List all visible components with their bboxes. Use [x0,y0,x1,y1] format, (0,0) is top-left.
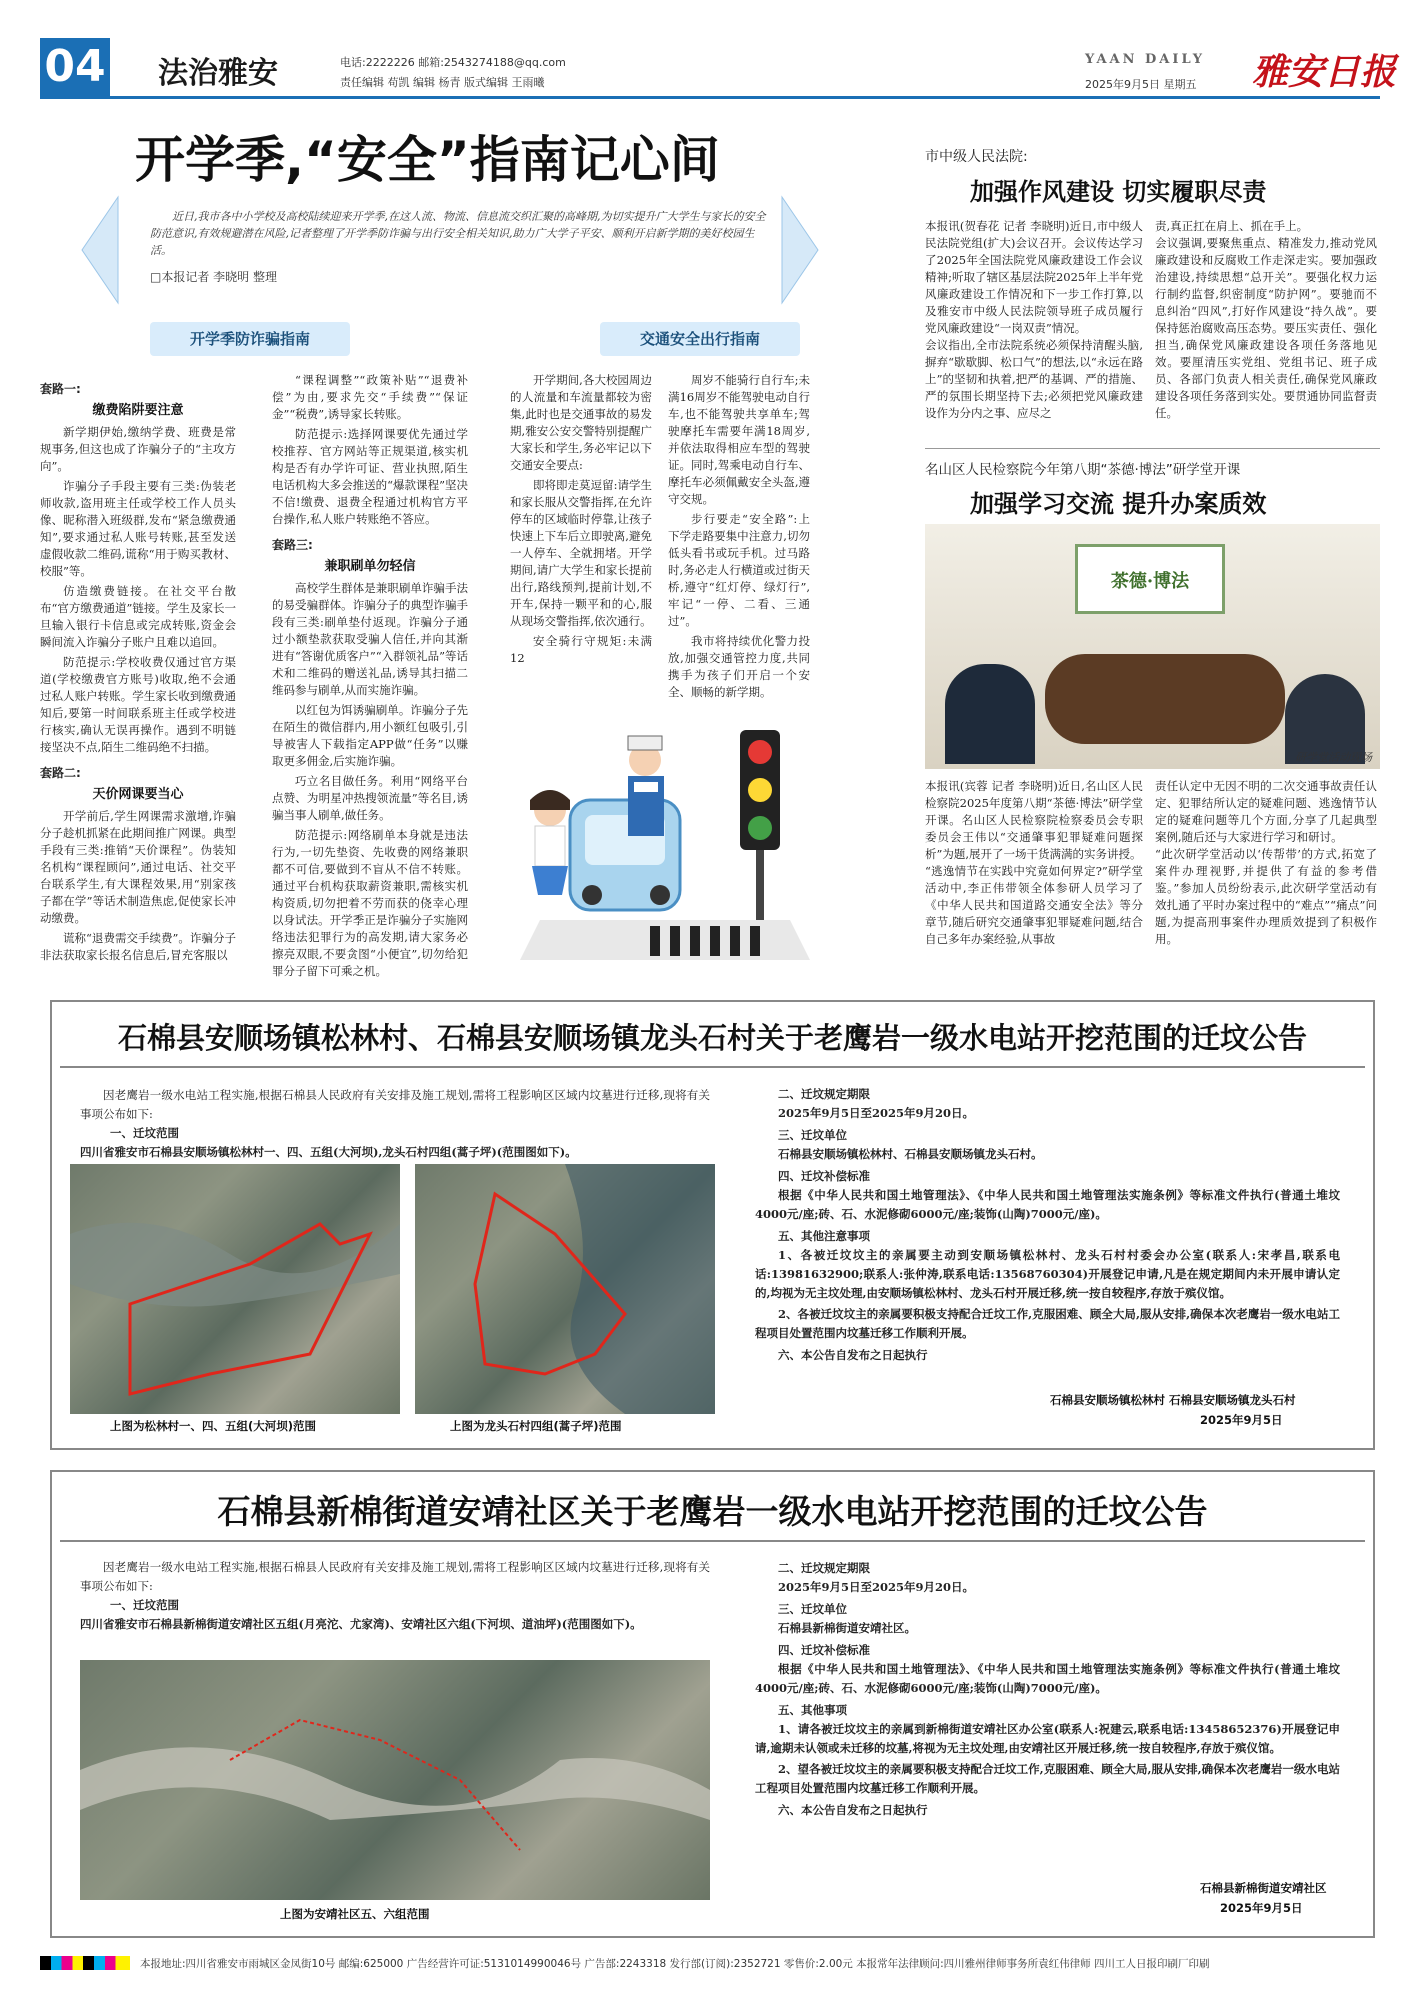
notice-1-title: 石棉县安顺场镇松林村、石棉县安顺场镇龙头石村关于老鹰岩一级水电站开挖范围的迁坟公告 [117,1021,1307,1055]
paragraph: 根据《中华人民共和国土地管理法》、《中华人民共和国土地管理法实施条例》等标准文件执行(普通土堆坟4000元/座;砖、石、水泥修砌6000元/座;装饰(山陶)7000元/座)。 [755,1662,1340,1695]
paragraph: 安全骑行守规矩:未满12 [510,634,652,665]
main-column-1 [40,372,236,967]
subhead-label: 四、迁坟补偿标准 [778,1643,870,1657]
page-number: 04 [40,38,110,96]
map-songlin [70,1164,400,1414]
map-anjing [80,1660,710,1900]
subhead-label: 二、迁坟规定期限 [778,1087,870,1101]
paragraph: 1、请各被迁坟坟主的亲属到新棉街道安靖社区办公室(联系人:祝建云,联系电话:13458652376)开展登记申请,逾期未认领或未迁移的坟墓,将视为无主坟处理,由安靖社区开展迁移,统一按自较程序,存放于殡仪馆。 [755,1722,1340,1755]
map-longtoushi [415,1164,715,1414]
subhead-label: 三、迁坟单位 [778,1602,847,1616]
notice-2-details [755,1558,1340,1820]
subhead-label: 套路二: [40,766,81,780]
procuratorate-headline: 加强学习交流 提升办案质效 [970,490,1267,518]
paragraph: 诈骗分子手段主要有三类:伪装老师收款,盗用班主任或学校工作人员头像、昵称潜入班级群,发布“紧急缴费通知”,要求通过私人账号转账,甚至发送虚假收款二维码,谎称“用于购买教材、校服”等。 [40,479,236,578]
paragraph: 巧立名目做任务。利用“网络平台点赞、为明星冲热搜领流量”等名目,诱骗当事人刷单,做任务。 [272,774,468,822]
photo-caption: 研学堂活动现场 [1295,751,1372,764]
meeting-table [1045,654,1285,744]
procuratorate-column-1: 本报讯(宾蓉 记者 李晓明)近日,名山区人民检察院2025年度第八期“茶德·博法”研学堂开课。名山区人民检察院检察委员会专职委员会王伟以“交通肇事犯罪疑难问题探析”为题,展开了一场干货满满的实务讲授。 “逃逸情节在实践中究竟如何界定?”研学堂活动中,李正伟带领全体参研人员学习了《中华人民共和国道路交通安全法》等分章节,随后研究交通肇事犯罪疑难问题,结合自己多年办案经验,从事故 [925,779,1143,946]
paragraph: 石棉县新棉街道安靖社区。 [778,1621,916,1635]
paragraph: 仿造缴费链接。在社交平台散布“官方缴费通道”链接。学生及家长一旦输入银行卡信息或完成转账,资金会瞬间流入诈骗分子账户且难以追回。 [40,584,236,649]
issue-date: 2025年9月5日 星期五 [1085,78,1197,91]
court-column-1: 本报讯(贺春花 记者 李晓明)近日,市中级人民法院党组(扩大)会议召开。会议传达学习了2025年全国法院党风廉政建设工作会议精神;听取了辖区基层法院2025年上半年党风廉政建设工作情况和下一步工作打算,以及雅安市中级人民法院领导班子成员履行党风廉政建设“一岗双责”情况。 会议指出,全市法院系统必须保持清醒头脑,摒弃“歇歇脚、松口气”的想法,以“永远在路上”的坚韧和执着,把严的基调、严的措施、严的氛围长期坚持下去;必须把党风廉政建设作为分内之事、应尽之 [925,219,1143,420]
map-caption-2: 上图为龙头石村四组(蒿子坪)范围 [450,1419,622,1433]
paragraph: 新学期伊始,缴纳学费、班费是常规事务,但这也成了诈骗分子的“主攻方向”。 [40,425,236,473]
subhead-label: 二、迁坟规定期限 [778,1561,870,1575]
main-byline: □本报记者 李晓明 整理 [150,270,277,284]
pill-traffic: 交通安全出行指南 [600,322,800,356]
notice-2-intro: 因老鹰岩一级水电站工程实施,根据石棉县人民政府有关安排及施工规划,需将工程影响区区域内坟墓进行迁移,现将有关事项公布如下: [80,1560,710,1593]
subhead-label: 五、其他事项 [778,1703,847,1717]
main-headline: 开学季,“安全”指南记心间 [135,131,720,189]
procuratorate-column-2: 责任认定中无因不明的二次交通事故责任认定、犯罪结所认定的疑难问题、逃逸情节认定的疑难问题等几个方面,分享了几起典型案例,随后还与大家进行学习和研讨。 “此次研学堂活动以‘传帮带’的方式,拓宽了案件办理视野,并提供了有益的参考借鉴。”参加人员纷纷表示,此次研学堂活动有效扎通了平时办案过程中的“难点”“痛点”问题,为提高刑事案件办理质效提到了积极作用。 [1155,779,1377,946]
footer-info: 本报地址:四川省雅安市雨城区金凤街10号 邮编:625000 广告经营许可证:5131014990046号 广告部:2243318 发行部(订阅):2352721 零售价:2.00元 本报常年法律顾问:四川雅州律师事务所袁红伟律师 四川工人日报印刷厂印刷 [140,1958,1210,1970]
subhead: 缴费陷阱要注意 [92,403,184,418]
paragraph: 防范提示:选择网课要优先通过学校推荐、官方网站等正规渠道,核实机构是否有办学许可证、营业执照,陌生电话机构大多会推送的“爆款课程”坚决不信!缴费、退费全程通过机构官方平台操作,私人账户转账绝不答应。 [272,427,468,526]
notice-2-rule [60,1540,1365,1542]
procuratorate-kicker: 名山区人民检察院今年第八期“茶德·博法”研学堂开课 [925,462,1241,478]
paragraph: 1、各被迁坟坟主的亲属要主动到安顺场镇松林村、龙头石村村委会办公室(联系人:宋孝昌,联系电话:13981632900;联系人:张仲涛,联系电话:13568760304)开展登记申请,凡是在规定期间内未开展申请认定的,均视为无主坟处理,由安顺场镇松林村、龙头石村开展迁移,统一按自较程序,存放于殡仪馆。 [755,1248,1340,1300]
paper-en-name: YAAN DAILY [1085,52,1206,67]
notice-1-signature: 石棉县安顺场镇松林村 石棉县安顺场镇龙头石村 [1050,1393,1296,1407]
paragraph: 高校学生群体是兼职刷单诈骗手法的易受骗群体。诈骗分子的典型诈骗手段有三类:刷单垫付返现。诈骗分子通过小额垫款获取受骗人信任,并向其渐进有“答谢优质客户”“入群领礼品”等话术和二维码的赠送礼品,诱导其扫描二维码参与刷单,从而实施诈骗。 [272,581,469,697]
sign-board: 茶德·博法 [1075,544,1225,614]
map-caption-3: 上图为安靖社区五、六组范围 [280,1907,430,1921]
section-title: 法治雅安 [158,56,278,91]
notice-1-intro: 因老鹰岩一级水电站工程实施,根据石棉县人民政府有关安排及施工规划,需将工程影响区区域内坟墓进行迁移,现将有关事项公布如下: [80,1088,710,1121]
notice-2-h1: 一、迁坟范围 [110,1598,179,1612]
masthead-rule [40,96,1380,99]
notice-2-range: 四川省雅安市石棉县新棉街道安靖社区五组(月亮沱、尤家湾)、安靖社区六组(下河坝、道油坪)(范围图如下)。 [80,1617,642,1631]
notice-1-h1: 一、迁坟范围 [110,1126,179,1140]
subhead: 天价网课要当心 [92,787,184,802]
paragraph: 防范提示:网络刷单本身就是违法行为,一切先垫资、先收费的网络兼职都不可信,要做到不盲从不信不转账。通过平台机构获取薪资兼职,需核实机构资质,切勿把着不劳而获的侥幸心理以身试法。开学季正是诈骗分子实施网络违法犯罪行为的高发期,请大家务必擦亮双眼,不要贪图“小便宜”,切勿给犯罪分子留下可乘之机。 [272,828,468,978]
paragraph: 谎称“退费需交手续费”。诈骗分子非法获取家长报名信息后,冒充客服以 [40,931,236,962]
subhead-label: 六、本公告自发布之日起执行 [778,1803,928,1817]
main-column-2 [272,372,468,983]
paragraph: 2、各被迁坟坟主的亲属要积极支持配合迁坟工作,克服困难、顾全大局,服从安排,确保本次老鹰岩一级水电站工程项目处置范围内坟墓迁移工作顺利开展。 [755,1307,1340,1340]
paragraph: 2025年9月5日至2025年9月20日。 [778,1106,975,1120]
notice-2-title: 石棉县新棉街道安靖社区关于老鹰岩一级水电站开挖范围的迁坟公告 [217,1492,1208,1531]
left-arrow-icon [80,195,120,305]
attendee-left [945,664,1035,764]
paragraph: 我市将持续优化警力投放,加强交通管控力度,共同携手为孩子们开启一个安全、顺畅的新学期。 [668,634,810,699]
paragraph: 根据《中华人民共和国土地管理法》、《中华人民共和国土地管理法实施条例》等标准文件执行(普通土堆坟4000元/座;砖、石、水泥修砌6000元/座;装饰(山陶)7000元/座)。 [755,1188,1340,1221]
notice-1-date: 2025年9月5日 [1200,1413,1283,1427]
court-headline: 加强作风建设 切实履职尽责 [970,178,1267,206]
subhead-label: 套路三: [272,538,313,552]
court-column-2: 责,真正扛在肩上、抓在手上。 会议强调,要聚焦重点、精准发力,推动党风廉政建设和反腐败工作走深走实。要加强政治建设,持续思想“总开关”。要强化权力运行制约监督,织密制度“防护网”。要驰而不息纠治“四风”,打好作风建设“持久战”。要保持惩治腐败高压态势。要压实责任、强化担当,确保党风廉政建设各项任务落地见效。要厘清压实党组、党组书记、班子成员、各部门负责人相关责任,确保党风廉政建设各项任务落到实处。要贯通协同监督责任。 [1155,219,1377,420]
main-lead: 近日,我市各中小学校及高校陆续迎来开学季,在这人流、物流、信息流交织汇聚的高峰期,为切实提升广大学生与家长的安全防范意识,有效规避潜在风险,记者整理了开学季防诈骗与出行安全相关知识,助力广大学子平安、顺利开启新学期的美好校园生活。 [150,210,766,257]
paragraph: 石棉县安顺场镇松林村、石棉县安顺场镇龙头石村。 [778,1147,1043,1161]
notice-1-range: 四川省雅安市石棉县安顺场镇松林村一、四、五组(大河坝),龙头石村四组(蒿子坪)(范围图如下)。 [80,1145,577,1159]
subhead: 兼职刷单勿轻信 [324,559,416,574]
paragraph: 周岁不能骑行自行车;未满16周岁不能驾驶电动自行车,也不能驾驶共享单车;驾驶摩托车需要年满18周岁,并依法取得相应车型的驾驶证。同时,驾乘电动自行车、摩托车必须佩戴安全头盔,遵守交规。 [668,373,810,506]
notice-2-date: 2025年9月5日 [1220,1901,1303,1915]
right-arrow-icon [780,195,820,305]
pill-anti-fraud: 开学季防诈骗指南 [150,322,350,356]
story-divider [925,448,1380,449]
paragraph: 2、望各被迁坟坟主的亲属要积极支持配合迁坟工作,克服困难、顾全大局,服从安排,确保本次老鹰岩一级水电站工程项目处置范围内坟墓迁移工作顺利开展。 [755,1762,1340,1795]
subhead-label: 六、本公告自发布之日起执行 [778,1348,928,1362]
paper-logo: 雅安日报 [1252,51,1397,93]
court-kicker: 市中级人民法院: [925,149,1028,165]
main-column-4 [668,372,810,704]
paragraph: 防范提示:学校收费仅通过官方渠道(学校缴费官方账号)收取,绝不会通过私人账户转账。学生家长收到缴费通知后,要第一时间联系班主任或学校进行核实,确认无误再操作。遇到不明链接坚决不点,陌生二维码绝不扫描。 [40,655,236,754]
subhead-label: 五、其他注意事项 [778,1229,870,1243]
subhead-label: 套路一: [40,382,81,396]
paragraph: 开学期间,各大校园周边的人流量和车流量都较为密集,此时也是交通事故的易发期,雅安公安交警特别提醒广大家长和学生,务必牢记以下交通安全要点: [510,373,652,472]
subhead-label: 三、迁坟单位 [778,1128,847,1142]
paragraph: 步行要走“安全路”:上下学走路要集中注意力,切勿低头看书或玩手机。过马路时,务必走人行横道或过街天桥,遵守“红灯停、绿灯行”,牢记“一停、二看、三通过”。 [668,512,810,628]
paragraph: 2025年9月5日至2025年9月20日。 [778,1580,975,1594]
main-column-3 [510,372,652,670]
meeting-photo [925,524,1380,769]
editor-line: 责任编辑 苟凯 编辑 杨青 版式编辑 王雨曦 [340,76,545,89]
paragraph: 即将即走莫逗留:请学生和家长服从交警指挥,在允许停车的区域临时停靠,让孩子快速上下车后立即驶离,避免一人停车、全就拥堵。开学期间,请广大学生和家长提前出行,路线预判,提前计划,不开车,保持一颗平和的心,服从现场交警指挥,依次通行。 [510,478,652,628]
contact-line: 电话:2222226 邮箱:2543274188@qq.com [340,56,566,69]
notice-2-signature: 石棉县新棉街道安靖社区 [1200,1881,1327,1895]
paragraph: 以红包为饵诱骗刷单。诈骗分子先在陌生的微信群内,用小额红包吸引,引导被害人下载指定APP做“任务”以赚取更多佣金,后实施诈骗。 [272,703,468,768]
traffic-illustration [510,690,815,980]
notice-1-details [755,1084,1340,1365]
color-bar [40,1956,130,1970]
paragraph: “课程调整”“政策补贴”“退费补偿”为由,要求先交“手续费”“保证金”“税费”,诱导家长转账。 [272,373,468,421]
paragraph: 开学前后,学生网课需求激增,诈骗分子趁机抓紧在此期间推广网课。典型手段有三类:推销“天价课程”。伪装知名机构“课程顾问”,通过电话、社交平台联系学生,有大课程效果,用“别家孩子都在学”等话术制造焦虑,促使家长冲动缴费。 [40,809,236,925]
map-caption-1: 上图为松林村一、四、五组(大河坝)范围 [110,1419,317,1433]
subhead-label: 四、迁坟补偿标准 [778,1169,870,1183]
notice-1-rule [60,1066,1365,1068]
